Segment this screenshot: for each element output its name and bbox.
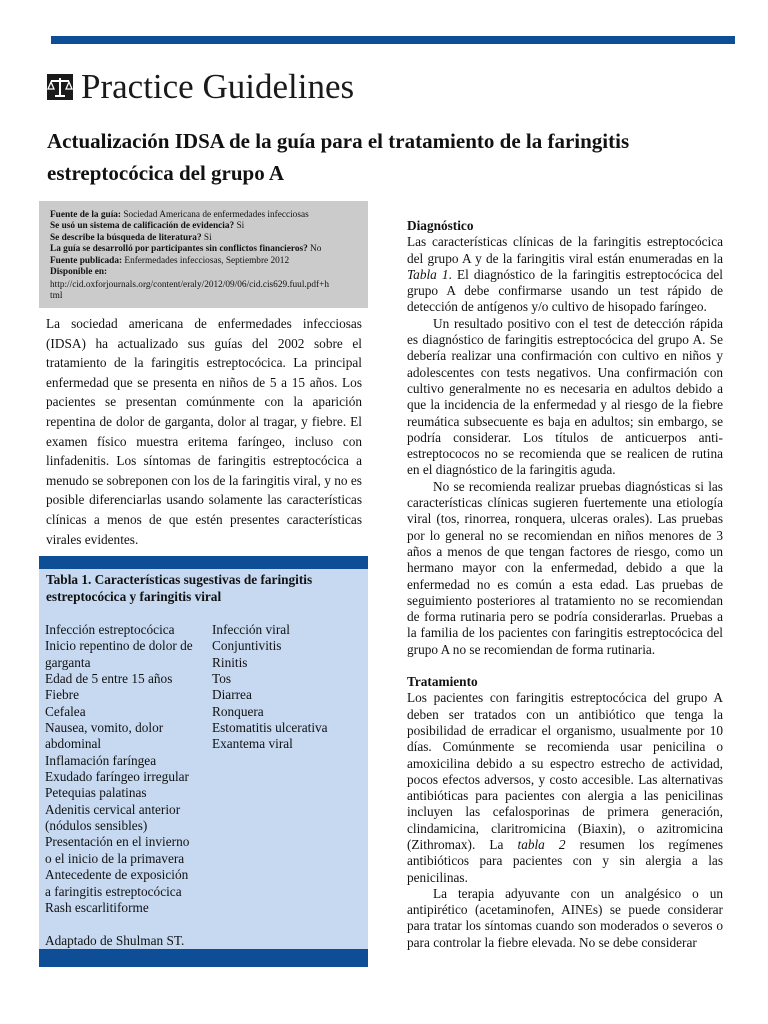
table-source: Adaptado de Shulman ST.: [45, 933, 185, 948]
table-cell: (nódulos sensibles): [45, 818, 148, 834]
table-cell: Exantema viral: [212, 736, 293, 752]
table-cell: Inicio repentino de dolor de: [45, 638, 193, 654]
tratamiento-paragraph-2: La terapia adyuvante con un analgésico o un antipirético (acetaminofen, AINEs) se puede considerar para tratar los síntomas cuando son moderados o severos o para controlar la fiebre elevada. No se debe considerar: [407, 885, 723, 950]
info-literature-search: Se describe la búsqueda de literatura? Si: [50, 232, 212, 243]
table-cell: Diarrea: [212, 687, 252, 703]
guideline-info-box: [39, 201, 368, 308]
right-column: [407, 218, 723, 951]
table-cell: garganta: [45, 654, 91, 670]
info-url-cont: tml: [50, 291, 63, 301]
table-cell: Infección estreptocócica: [45, 622, 175, 637]
intro-paragraph: La sociedad americana de enfermedades infecciosas (IDSA) ha actualizado sus guías del 2002 sobre el tratamiento de la faringitis estreptocócica. La principal enfermedad que se presenta en niños de 5 a 15 años. Los pacientes se presentan comúnmente con la aparición repentina de dolor de garganta, dolor al tragar, y fiebre. El examen físico muestra eritema faríngeo, incluso con linfadenitis. Los síntomas de faringitis estreptocócica a menudo se sobreponen con los de la faringitis viral, y no es posible diferenciarlas usando solamente las características clínicas a menos de que estén presentes características virales evidentes.: [46, 316, 362, 547]
section-heading-tratamiento: Tratamiento: [407, 674, 478, 690]
table-footer-bar: [39, 949, 368, 967]
table-cell: Petequias palatinas: [45, 785, 147, 801]
table-cell: Ronquera: [212, 703, 264, 719]
table-cell: Fiebre: [45, 687, 79, 703]
table-cell: Adenitis cervical anterior: [45, 801, 181, 817]
table-header-bar: [39, 556, 368, 569]
table-cell: Infección viral: [212, 622, 290, 637]
strep-features-list: [45, 622, 210, 916]
table-cell: Nausea, vomito, dolor: [45, 720, 164, 736]
brand-title: Practice Guidelines: [81, 67, 355, 106]
table-cell: Edad de 5 entre 15 años: [45, 671, 173, 687]
table-cell: Conjuntivitis: [212, 638, 282, 654]
table-cell: Antecedente de exposición: [45, 867, 189, 883]
tratamiento-paragraph-1: Los pacientes con faringitis estreptocócica del grupo A deben ser tratados con un antibiótico que tenga la posibilidad de erradicar el organismo, usualmente por 10 días. Comúnmente se recomienda usar penicilina o amoxicilina debido a su espectro estrecho de actividad, pocos efectos adversos, y costo accesible. Las alternativas antibióticas para pacientes con alergia a las penicilinas incluyen las cefalosporinas de primera generación, clindamicina, claritromicina (Biaxin), o azitromicina (Zithromax). La tabla 2 resumen los regímenes antibióticos para pacientes con y sin alergia a las penicilinas.: [407, 690, 723, 885]
table-cell: Rash escarlitiforme: [45, 899, 149, 915]
table-cell: Inflamación faríngea: [45, 752, 157, 768]
table-cell: Cefalea: [45, 703, 86, 719]
table-cell: Estomatitis ulcerativa: [212, 720, 328, 736]
info-evidence-grading: Se usó un sistema de calificación de evidencia? Si: [50, 221, 245, 231]
table-1-title: Tabla 1. Características sugestivas de faringitis estreptocócica y faringitis viral: [46, 572, 313, 604]
table-cell: a faringitis estreptocócica: [45, 883, 182, 899]
info-available-at: Disponible en:: [50, 267, 108, 277]
info-published-source: Fuente publicada: Enfermedades infecciosas, Septiembre 2012: [50, 255, 290, 266]
scales-of-justice-icon: [47, 74, 73, 100]
table-cell: o el inicio de la primavera: [45, 850, 185, 866]
table-cell: Rinitis: [212, 654, 248, 670]
practice-guidelines-logo: [47, 67, 354, 107]
diagnostico-paragraph-1: Las características clínicas de la faringitis estreptocócica del grupo A y de la faringitis viral están enumeradas en la Tabla 1. El diagnóstico de la faringitis estreptocócica del grupo A debe confirmarse usando un test rápido de detección de antígenos y/o cultivo de hisopado faríngeo.: [407, 234, 723, 315]
info-conflicts: La guía se desarrolló por participantes sin conflictos financieros? No: [50, 244, 322, 254]
article-title: Actualización IDSA de la guía para el tratamiento de la faringitis estreptocócica del grupo A: [47, 129, 630, 185]
header-bar: [51, 36, 735, 44]
section-heading-diagnostico: Diagnóstico: [407, 218, 474, 233]
info-url: http://cid.oxforjournals.org/content/eraly/2012/09/06/cid.cis629.fuul.pdf+h: [50, 279, 330, 290]
info-source: Fuente de la guía: Sociedad Americana de enfermedades infecciosas: [50, 210, 309, 220]
table-cell: Presentación en el invierno: [45, 834, 190, 850]
table-cell: abdominal: [45, 736, 102, 752]
table-cell: Tos: [212, 671, 232, 687]
diagnostico-paragraph-2: Un resultado positivo con el test de detección rápida es diagnóstico de faringitis estreptocócica del grupo A. Se debería realizar una confirmación con cultivo en niños y adolescentes con tests negativos. Una confirmación con cultivo generalmente no es necesaria en adultos debido a que la incidencia de la enfermedad y al riesgo de la fiebre reumática subsecuente es baja en adultos; sin embargo, se podría considerar. Los títulos de anticuerpos anti-estreptococos no se recomienda que se realicen de rutina en el diagnóstico de la faringitis aguda.: [407, 315, 723, 478]
table-cell: Exudado faríngeo irregular: [45, 769, 189, 785]
section-spacer: [407, 658, 723, 674]
diagnostico-paragraph-3: No se recomienda realizar pruebas diagnósticas si las características clínicas sugieren fuertemente una etiología viral (tos, rinorrea, ronquera, ulceras orales). Las pruebas por lo general no se recomiendan en niños menores de 3 años a menos de que tengan factores de riesgo, como un hermano mayor con la enfermedad, debido a que la enfermedad no es común a esta edad. Las pruebas de seguimiento posteriores al tratamiento no se recomiendan de forma rutinaria pero se podría considerarlas. Pruebas a la familia de los pacientes con faringitis estreptocócica del grupo A no se recomiendan de forma rutinaria.: [407, 478, 723, 657]
viral-features-list: [212, 622, 362, 753]
